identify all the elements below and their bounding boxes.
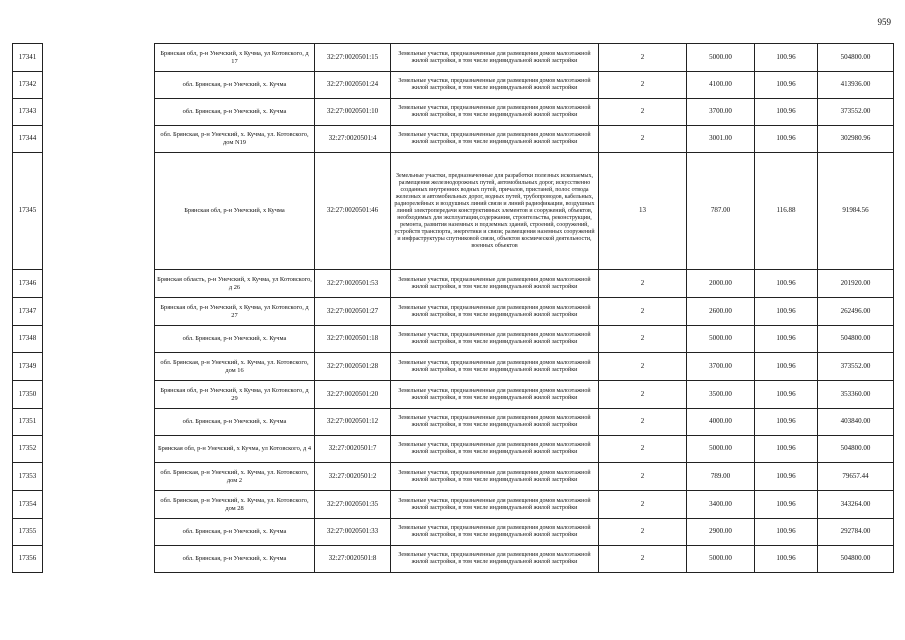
row-id-cell: 17351 <box>13 409 43 436</box>
row-id-cell: 17352 <box>13 436 43 463</box>
spacer-cell <box>43 298 155 326</box>
cadastral-number-cell: 32:27:0020501:53 <box>315 270 391 298</box>
row-id-cell: 17343 <box>13 99 43 126</box>
row-id-cell: 17355 <box>13 519 43 546</box>
rate-cell: 100.96 <box>755 353 818 381</box>
row-id-cell: 17341 <box>13 44 43 72</box>
land-purpose-cell: Земельные участки, предназначенные для размещения домов малоэтажной жилой застройки, в том числе индивидуальной жилой застройки <box>391 436 599 463</box>
rate-cell: 100.96 <box>755 270 818 298</box>
land-registry-table <box>12 43 894 573</box>
cadastral-number-cell: 32:27:0020501:2 <box>315 463 391 491</box>
group-cell: 2 <box>599 298 687 326</box>
row-id-cell: 17345 <box>13 153 43 270</box>
cadastral-value-cell: 403840.00 <box>818 409 894 436</box>
rate-cell: 100.96 <box>755 72 818 99</box>
rate-cell: 100.96 <box>755 126 818 153</box>
area-cell: 5000.00 <box>687 546 755 573</box>
table-row <box>13 99 894 126</box>
group-cell: 2 <box>599 381 687 409</box>
group-cell: 2 <box>599 353 687 381</box>
spacer-cell <box>43 44 155 72</box>
table-row <box>13 72 894 99</box>
land-purpose-cell: Земельные участки, предназначенные для размещения домов малоэтажной жилой застройки, в том числе индивидуальной жилой застройки <box>391 353 599 381</box>
page-number: 959 <box>877 17 891 27</box>
cadastral-number-cell: 32:27:0020501:10 <box>315 99 391 126</box>
table-row <box>13 519 894 546</box>
row-id-cell: 17346 <box>13 270 43 298</box>
land-purpose-cell: Земельные участки, предназначенные для размещения домов малоэтажной жилой застройки, в том числе индивидуальной жилой застройки <box>391 409 599 436</box>
table-body <box>13 44 894 573</box>
spacer-cell <box>43 381 155 409</box>
table-row <box>13 546 894 573</box>
land-purpose-cell: Земельные участки, предназначенные для размещения домов малоэтажной жилой застройки, в том числе индивидуальной жилой застройки <box>391 44 599 72</box>
table-row <box>13 298 894 326</box>
land-purpose-cell: Земельные участки, предназначенные для разработки полезных ископаемых, размещения железнодорожных путей, автомобильных дорог, искусственно созданных внутренних водных путей, причалов, пристаней, полос отвода железных и автомобильных дорог, водных путей, трубопроводов, кабельных, радиорелейных и воздушных линий связи и линий радиофикации, воздушных линий электропередачи конструктивных элементов и сооружений, объектов, необходимых для эксплуатации,содержания, строительства, реконструкции, ремонта, развития наземных и подземных зданий, строений, сооружений, устройств транспорта, энергетики и связи; размещения наземных сооружений и инфраструктуры спутниковой связи, объектов космической деятельности, военных объектов <box>391 153 599 270</box>
address-cell: обл. Брянская, р-н Унечский, х. Кучма, ул. Котовского, дом N19 <box>155 126 315 153</box>
cadastral-value-cell: 262496.00 <box>818 298 894 326</box>
cadastral-value-cell: 504800.00 <box>818 546 894 573</box>
group-cell: 2 <box>599 519 687 546</box>
area-cell: 787.00 <box>687 153 755 270</box>
rate-cell: 100.96 <box>755 491 818 519</box>
rate-cell: 100.96 <box>755 298 818 326</box>
table-row <box>13 353 894 381</box>
area-cell: 3700.00 <box>687 99 755 126</box>
land-purpose-cell: Земельные участки, предназначенные для размещения домов малоэтажной жилой застройки, в том числе индивидуальной жилой застройки <box>391 326 599 353</box>
group-cell: 2 <box>599 546 687 573</box>
group-cell: 2 <box>599 44 687 72</box>
group-cell: 2 <box>599 436 687 463</box>
cadastral-value-cell: 504800.00 <box>818 436 894 463</box>
address-cell: обл. Брянская, р-н Унечский, х. Кучма <box>155 409 315 436</box>
address-cell: Брянская обл, р-н Унечский, х Кучма, ул Котовского, д 27 <box>155 298 315 326</box>
address-cell: Брянская обл, р-н Унечский, х Кучма, ул Котовского, д 4 <box>155 436 315 463</box>
land-purpose-cell: Земельные участки, предназначенные для размещения домов малоэтажной жилой застройки, в том числе индивидуальной жилой застройки <box>391 72 599 99</box>
row-id-cell: 17348 <box>13 326 43 353</box>
row-id-cell: 17344 <box>13 126 43 153</box>
group-cell: 2 <box>599 463 687 491</box>
group-cell: 2 <box>599 72 687 99</box>
cadastral-number-cell: 32:27:0020501:35 <box>315 491 391 519</box>
cadastral-number-cell: 32:27:0020501:24 <box>315 72 391 99</box>
spacer-cell <box>43 353 155 381</box>
rate-cell: 100.96 <box>755 436 818 463</box>
spacer-cell <box>43 546 155 573</box>
group-cell: 2 <box>599 491 687 519</box>
area-cell: 5000.00 <box>687 326 755 353</box>
cadastral-value-cell: 504800.00 <box>818 44 894 72</box>
row-id-cell: 17349 <box>13 353 43 381</box>
area-cell: 5000.00 <box>687 436 755 463</box>
address-cell: обл. Брянская, р-н Унечский, х. Кучма <box>155 519 315 546</box>
cadastral-value-cell: 353360.00 <box>818 381 894 409</box>
spacer-cell <box>43 436 155 463</box>
address-cell: Брянская обл, р-н Унечский, х Кучма, ул Котовского, д 29 <box>155 381 315 409</box>
cadastral-number-cell: 32:27:0020501:4 <box>315 126 391 153</box>
address-cell: обл. Брянская, р-н Унечский, х. Кучма, ул. Котовского, дом 28 <box>155 491 315 519</box>
rate-cell: 100.96 <box>755 326 818 353</box>
land-purpose-cell: Земельные участки, предназначенные для размещения домов малоэтажной жилой застройки, в том числе индивидуальной жилой застройки <box>391 546 599 573</box>
address-cell: обл. Брянская, р-н Унечский, х. Кучма <box>155 72 315 99</box>
table-row <box>13 326 894 353</box>
row-id-cell: 17353 <box>13 463 43 491</box>
cadastral-value-cell: 91984.56 <box>818 153 894 270</box>
land-purpose-cell: Земельные участки, предназначенные для размещения домов малоэтажной жилой застройки, в том числе индивидуальной жилой застройки <box>391 298 599 326</box>
spacer-cell <box>43 463 155 491</box>
area-cell: 3700.00 <box>687 353 755 381</box>
table-row <box>13 44 894 72</box>
area-cell: 4000.00 <box>687 409 755 436</box>
table-row <box>13 126 894 153</box>
cadastral-number-cell: 32:27:0020501:7 <box>315 436 391 463</box>
cadastral-value-cell: 504800.00 <box>818 326 894 353</box>
spacer-cell <box>43 99 155 126</box>
area-cell: 5000.00 <box>687 44 755 72</box>
spacer-cell <box>43 126 155 153</box>
table-row <box>13 409 894 436</box>
rate-cell: 100.96 <box>755 99 818 126</box>
cadastral-value-cell: 373552.00 <box>818 353 894 381</box>
cadastral-number-cell: 32:27:0020501:46 <box>315 153 391 270</box>
land-purpose-cell: Земельные участки, предназначенные для размещения домов малоэтажной жилой застройки, в том числе индивидуальной жилой застройки <box>391 99 599 126</box>
table-row <box>13 463 894 491</box>
row-id-cell: 17354 <box>13 491 43 519</box>
land-purpose-cell: Земельные участки, предназначенные для размещения домов малоэтажной жилой застройки, в том числе индивидуальной жилой застройки <box>391 463 599 491</box>
area-cell: 2900.00 <box>687 519 755 546</box>
group-cell: 13 <box>599 153 687 270</box>
area-cell: 789.00 <box>687 463 755 491</box>
row-id-cell: 17347 <box>13 298 43 326</box>
cadastral-number-cell: 32:27:0020501:20 <box>315 381 391 409</box>
table-row <box>13 436 894 463</box>
cadastral-number-cell: 32:27:0020501:18 <box>315 326 391 353</box>
cadastral-value-cell: 79657.44 <box>818 463 894 491</box>
spacer-cell <box>43 326 155 353</box>
area-cell: 4100.00 <box>687 72 755 99</box>
row-id-cell: 17350 <box>13 381 43 409</box>
spacer-cell <box>43 270 155 298</box>
group-cell: 2 <box>599 126 687 153</box>
rate-cell: 116.88 <box>755 153 818 270</box>
rate-cell: 100.96 <box>755 519 818 546</box>
spacer-cell <box>43 491 155 519</box>
land-purpose-cell: Земельные участки, предназначенные для размещения домов малоэтажной жилой застройки, в том числе индивидуальной жилой застройки <box>391 519 599 546</box>
area-cell: 2600.00 <box>687 298 755 326</box>
address-cell: обл. Брянская, р-н Унечский, х. Кучма <box>155 546 315 573</box>
cadastral-number-cell: 32:27:0020501:8 <box>315 546 391 573</box>
rate-cell: 100.96 <box>755 409 818 436</box>
cadastral-number-cell: 32:27:0020501:33 <box>315 519 391 546</box>
group-cell: 2 <box>599 326 687 353</box>
area-cell: 3400.00 <box>687 491 755 519</box>
area-cell: 3500.00 <box>687 381 755 409</box>
address-cell: обл. Брянская, р-н Унечский, х. Кучма <box>155 326 315 353</box>
cadastral-value-cell: 343264.00 <box>818 491 894 519</box>
address-cell: Брянская область, р-н Унечский, х Кучма, ул Котовского, д 26 <box>155 270 315 298</box>
row-id-cell: 17356 <box>13 546 43 573</box>
area-cell: 3001.00 <box>687 126 755 153</box>
rate-cell: 100.96 <box>755 463 818 491</box>
address-cell: Брянская обл, р-н Унечский, х Кучма, ул Котовского, д 17 <box>155 44 315 72</box>
group-cell: 2 <box>599 99 687 126</box>
land-purpose-cell: Земельные участки, предназначенные для размещения домов малоэтажной жилой застройки, в том числе индивидуальной жилой застройки <box>391 491 599 519</box>
rate-cell: 100.96 <box>755 546 818 573</box>
table-row <box>13 381 894 409</box>
table-row <box>13 153 894 270</box>
cadastral-value-cell: 373552.00 <box>818 99 894 126</box>
address-cell: обл. Брянская, р-н Унечский, х. Кучма, ул. Котовского, дом 16 <box>155 353 315 381</box>
address-cell: Брянская обл, р-н Унечский, х Кучма <box>155 153 315 270</box>
cadastral-value-cell: 201920.00 <box>818 270 894 298</box>
group-cell: 2 <box>599 270 687 298</box>
cadastral-value-cell: 413936.00 <box>818 72 894 99</box>
row-id-cell: 17342 <box>13 72 43 99</box>
cadastral-number-cell: 32:27:0020501:27 <box>315 298 391 326</box>
rate-cell: 100.96 <box>755 381 818 409</box>
land-purpose-cell: Земельные участки, предназначенные для размещения домов малоэтажной жилой застройки, в том числе индивидуальной жилой застройки <box>391 381 599 409</box>
cadastral-value-cell: 292784.00 <box>818 519 894 546</box>
cadastral-value-cell: 302980.96 <box>818 126 894 153</box>
spacer-cell <box>43 409 155 436</box>
address-cell: обл. Брянская, р-н Унечский, х. Кучма, ул. Котовского, дом 2 <box>155 463 315 491</box>
group-cell: 2 <box>599 409 687 436</box>
land-purpose-cell: Земельные участки, предназначенные для размещения домов малоэтажной жилой застройки, в том числе индивидуальной жилой застройки <box>391 126 599 153</box>
address-cell: обл. Брянская, р-н Унечский, х. Кучма <box>155 99 315 126</box>
land-purpose-cell: Земельные участки, предназначенные для размещения домов малоэтажной жилой застройки, в том числе индивидуальной жилой застройки <box>391 270 599 298</box>
spacer-cell <box>43 72 155 99</box>
table-row <box>13 270 894 298</box>
spacer-cell <box>43 519 155 546</box>
cadastral-number-cell: 32:27:0020501:12 <box>315 409 391 436</box>
table-row <box>13 491 894 519</box>
cadastral-number-cell: 32:27:0020501:28 <box>315 353 391 381</box>
spacer-cell <box>43 153 155 270</box>
rate-cell: 100.96 <box>755 44 818 72</box>
cadastral-number-cell: 32:27:0020501:15 <box>315 44 391 72</box>
area-cell: 2000.00 <box>687 270 755 298</box>
